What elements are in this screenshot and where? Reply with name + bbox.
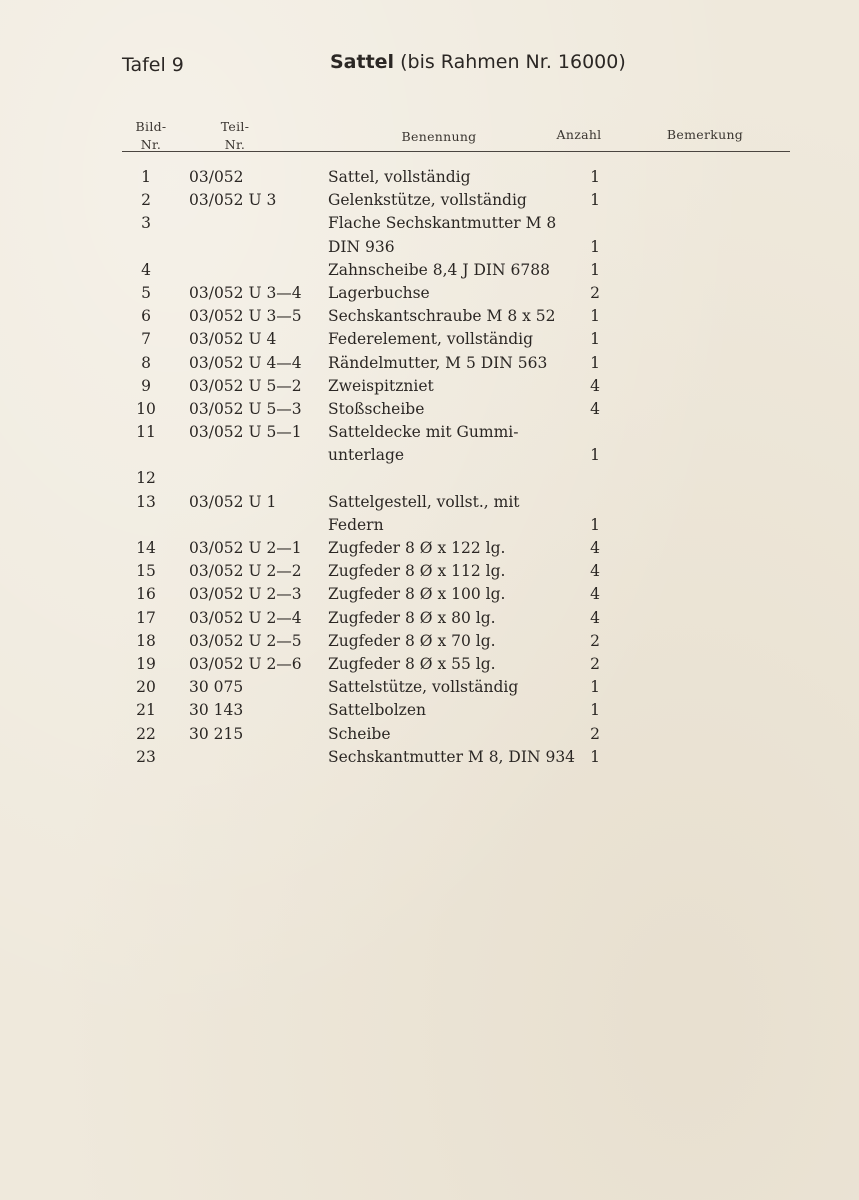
cell-teil-nr: 03/052 U 3—4 (189, 283, 302, 302)
cell-benennung: Satteldecke mit Gummi- (328, 423, 519, 442)
cell-anzahl: 2 (590, 724, 600, 743)
table-row (0, 537, 859, 560)
cell-anzahl: 1 (590, 237, 600, 256)
table-row (0, 607, 859, 630)
cell-teil-nr: 03/052 U 1 (189, 492, 277, 511)
table-row (0, 583, 859, 606)
table-row (0, 236, 859, 259)
cell-teil-nr: 03/052 U 5—1 (189, 423, 302, 442)
table-row (0, 328, 859, 351)
cell-anzahl: 4 (590, 539, 600, 557)
cell-teil-nr: 03/052 U 2—4 (189, 608, 302, 627)
cell-benennung: Stoßscheibe (328, 399, 425, 418)
cell-anzahl: 2 (590, 654, 600, 673)
cell-bild-nr: 2 (141, 191, 151, 210)
col-header-bild-line2: Nr. (140, 137, 162, 152)
cell-bild-nr: 3 (141, 214, 151, 233)
cell-benennung: Zugfeder 8 Ø x 55 lg. (328, 654, 496, 673)
cell-benennung: Zugfeder 8 Ø x 100 lg. (328, 585, 506, 604)
parts-list (0, 166, 859, 769)
cell-anzahl: 1 (590, 701, 600, 720)
cell-bild-nr: 7 (141, 330, 151, 349)
table-row (0, 699, 859, 722)
cell-anzahl: 2 (590, 283, 600, 302)
cell-anzahl: 1 (590, 330, 600, 349)
cell-teil-nr: 03/052 U 3 (189, 191, 277, 210)
cell-benennung: Sechskantschraube M 8 x 52 (328, 307, 556, 326)
cell-bild-nr: 8 (141, 353, 151, 372)
cell-teil-nr: 30 143 (189, 701, 244, 720)
title-bold: Sattel (330, 51, 395, 73)
cell-benennung: Zugfeder 8 Ø x 122 lg. (328, 539, 506, 557)
cell-bild-nr: 16 (136, 585, 156, 604)
cell-teil-nr: 03/052 U 4 (189, 330, 277, 349)
cell-bild-nr: 11 (136, 423, 156, 442)
table-row (0, 676, 859, 699)
title-rest: (bis Rahmen Nr. 16000) (394, 51, 626, 73)
table-row (0, 723, 859, 746)
cell-teil-nr: 03/052 U 4—4 (189, 353, 302, 372)
cell-bild-nr: 9 (141, 376, 151, 395)
table-row (0, 212, 859, 235)
table-row (0, 514, 859, 537)
table-row (0, 282, 859, 305)
plate-number: Tafel 9 (122, 54, 184, 76)
cell-anzahl: 4 (590, 399, 600, 418)
col-header-teil (210, 118, 260, 154)
cell-bild-nr: 4 (141, 260, 151, 279)
cell-bild-nr: 12 (136, 469, 156, 488)
cell-bild-nr: 18 (136, 631, 156, 650)
cell-anzahl: 1 (590, 515, 600, 534)
cell-anzahl: 4 (590, 608, 600, 627)
cell-benennung: Zugfeder 8 Ø x 80 lg. (328, 608, 496, 627)
col-header-bild-line1: Bild- (135, 119, 167, 134)
cell-benennung: Zahnscheibe 8,4 J DIN 6788 (328, 260, 550, 279)
cell-bild-nr: 13 (136, 492, 156, 511)
cell-benennung: Rändelmutter, M 5 DIN 563 (328, 353, 548, 372)
cell-teil-nr: 03/052 U 3—5 (189, 307, 302, 326)
cell-teil-nr: 03/052 U 5—2 (189, 376, 302, 395)
cell-benennung: Zugfeder 8 Ø x 70 lg. (328, 631, 496, 650)
table-row (0, 444, 859, 467)
table-row (0, 653, 859, 676)
cell-benennung: Scheibe (328, 724, 391, 743)
cell-bild-nr: 10 (136, 399, 156, 418)
cell-bild-nr: 14 (136, 539, 156, 557)
header-divider (122, 151, 790, 152)
cell-anzahl: 1 (590, 446, 600, 465)
table-row (0, 560, 859, 583)
cell-benennung: Sattelbolzen (328, 701, 426, 720)
table-row (0, 746, 859, 769)
cell-bild-nr: 21 (136, 701, 156, 720)
cell-teil-nr: 03/052 U 2—2 (189, 562, 302, 581)
cell-benennung: Sattelstütze, vollständig (328, 678, 519, 697)
cell-bild-nr: 19 (136, 654, 156, 673)
cell-benennung: Gelenkstütze, vollständig (328, 191, 527, 210)
cell-benennung: unterlage (328, 446, 405, 465)
cell-anzahl: 1 (590, 307, 600, 326)
table-row (0, 305, 859, 328)
table-row (0, 467, 859, 490)
cell-teil-nr: 30 075 (189, 678, 244, 697)
cell-bild-nr: 5 (141, 283, 151, 302)
cell-benennung: Federelement, vollständig (328, 330, 534, 349)
col-header-bild (126, 118, 176, 154)
table-row (0, 166, 859, 189)
cell-benennung: Zweispitzniet (328, 376, 434, 395)
cell-anzahl: 1 (590, 678, 600, 697)
cell-bild-nr: 22 (136, 724, 156, 743)
cell-anzahl: 1 (590, 747, 600, 766)
cell-teil-nr: 03/052 U 2—5 (189, 631, 302, 650)
cell-bild-nr: 15 (136, 562, 156, 581)
col-header-anzahl: Anzahl (556, 127, 602, 142)
cell-benennung: Lagerbuchse (328, 283, 430, 302)
cell-benennung: Zugfeder 8 Ø x 112 lg. (328, 562, 506, 581)
table-row (0, 259, 859, 282)
table-row (0, 189, 859, 212)
cell-bild-nr: 1 (141, 168, 151, 186)
cell-anzahl: 4 (590, 376, 600, 395)
cell-anzahl: 1 (590, 353, 600, 372)
table-row (0, 352, 859, 375)
cell-benennung: Sattelgestell, vollst., mit (328, 492, 520, 511)
col-header-teil-line2: Nr. (224, 137, 246, 152)
page-title (330, 51, 626, 73)
cell-bild-nr: 6 (141, 307, 151, 326)
cell-benennung: Flache Sechskantmutter M 8 (328, 214, 557, 233)
cell-teil-nr: 03/052 U 5—3 (189, 399, 302, 418)
cell-anzahl: 1 (590, 168, 600, 186)
cell-anzahl: 2 (590, 631, 600, 650)
cell-bild-nr: 23 (136, 747, 156, 766)
table-row (0, 375, 859, 398)
cell-benennung: Sechskantmutter M 8, DIN 934 (328, 747, 576, 766)
col-header-benennung: Benennung (401, 129, 477, 144)
cell-teil-nr: 03/052 (189, 168, 244, 186)
table-row (0, 491, 859, 514)
cell-anzahl: 1 (590, 260, 600, 279)
table-row (0, 398, 859, 421)
cell-anzahl: 4 (590, 585, 600, 604)
cell-teil-nr: 03/052 U 2—3 (189, 585, 302, 604)
cell-anzahl: 1 (590, 191, 600, 210)
cell-benennung: DIN 936 (328, 237, 395, 256)
table-row (0, 421, 859, 444)
col-header-bemerkung: Bemerkung (666, 127, 744, 142)
cell-teil-nr: 03/052 U 2—1 (189, 539, 302, 557)
cell-bild-nr: 20 (136, 678, 156, 697)
cell-anzahl: 4 (590, 562, 600, 581)
cell-bild-nr: 17 (136, 608, 156, 627)
cell-benennung: Sattel, vollständig (328, 168, 471, 186)
col-header-teil-line1: Teil- (220, 119, 250, 134)
cell-teil-nr: 03/052 U 2—6 (189, 654, 302, 673)
cell-teil-nr: 30 215 (189, 724, 244, 743)
cell-benennung: Federn (328, 515, 384, 534)
table-row (0, 630, 859, 653)
